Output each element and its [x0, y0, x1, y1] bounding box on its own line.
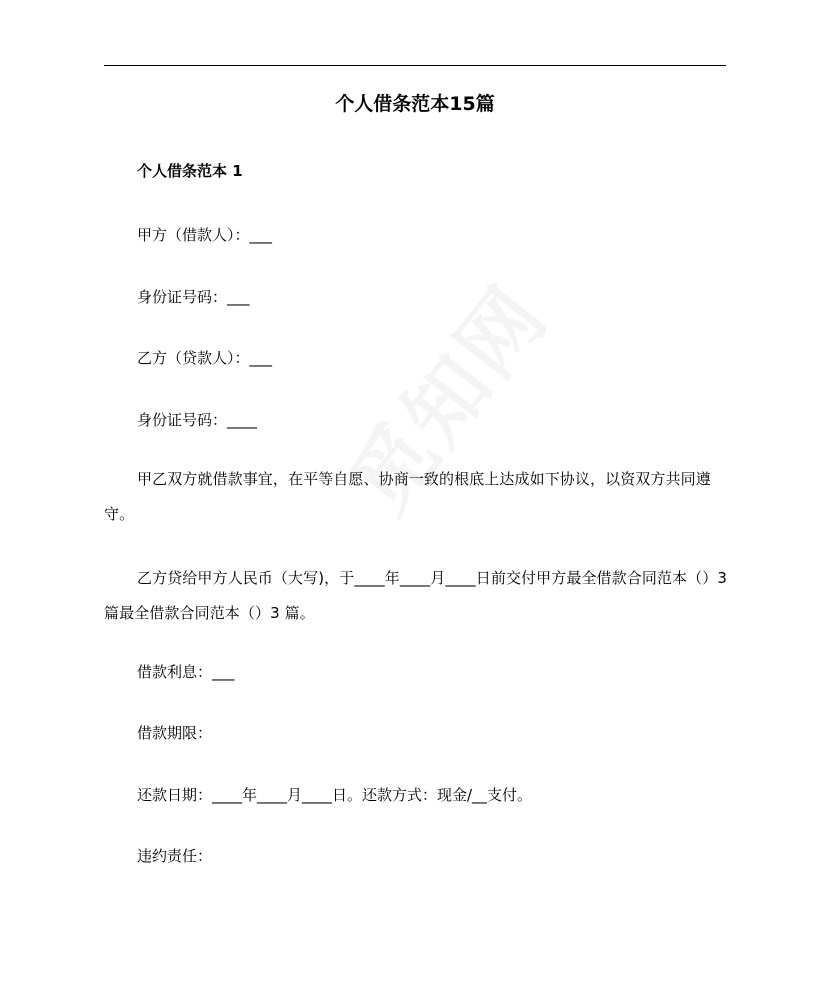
section-title: 个人借条范本 1	[137, 162, 243, 180]
document-title: 个人借条范本15篇	[335, 93, 495, 115]
liability-field: 违约责任：	[137, 847, 213, 865]
party-a-field: 甲方（借款人）：___	[137, 226, 273, 244]
loan-paragraph: 乙方贷给甲方人民币（大写)，于____年____月____日前交付甲方最全借款合同范本（）3 篇最全借款合同范本（）3 篇。	[104, 569, 727, 622]
repayment-field: 还款日期：____年____月____日。还款方式：现金/__支付。	[137, 786, 533, 804]
party-b-field: 乙方（贷款人）：___	[137, 349, 273, 367]
period-field: 借款期限：	[137, 724, 213, 742]
id-number-b-field: 身份证号码：____	[137, 411, 258, 429]
id-number-a-field: 身份证号码：___	[137, 288, 250, 306]
header-rule	[104, 65, 726, 66]
agreement-paragraph: 甲乙双方就借款事宜，在平等自愿、协商一致的根底上达成如下协议，以资双方共同遵守。	[104, 470, 711, 523]
interest-field: 借款利息：___	[137, 663, 235, 681]
